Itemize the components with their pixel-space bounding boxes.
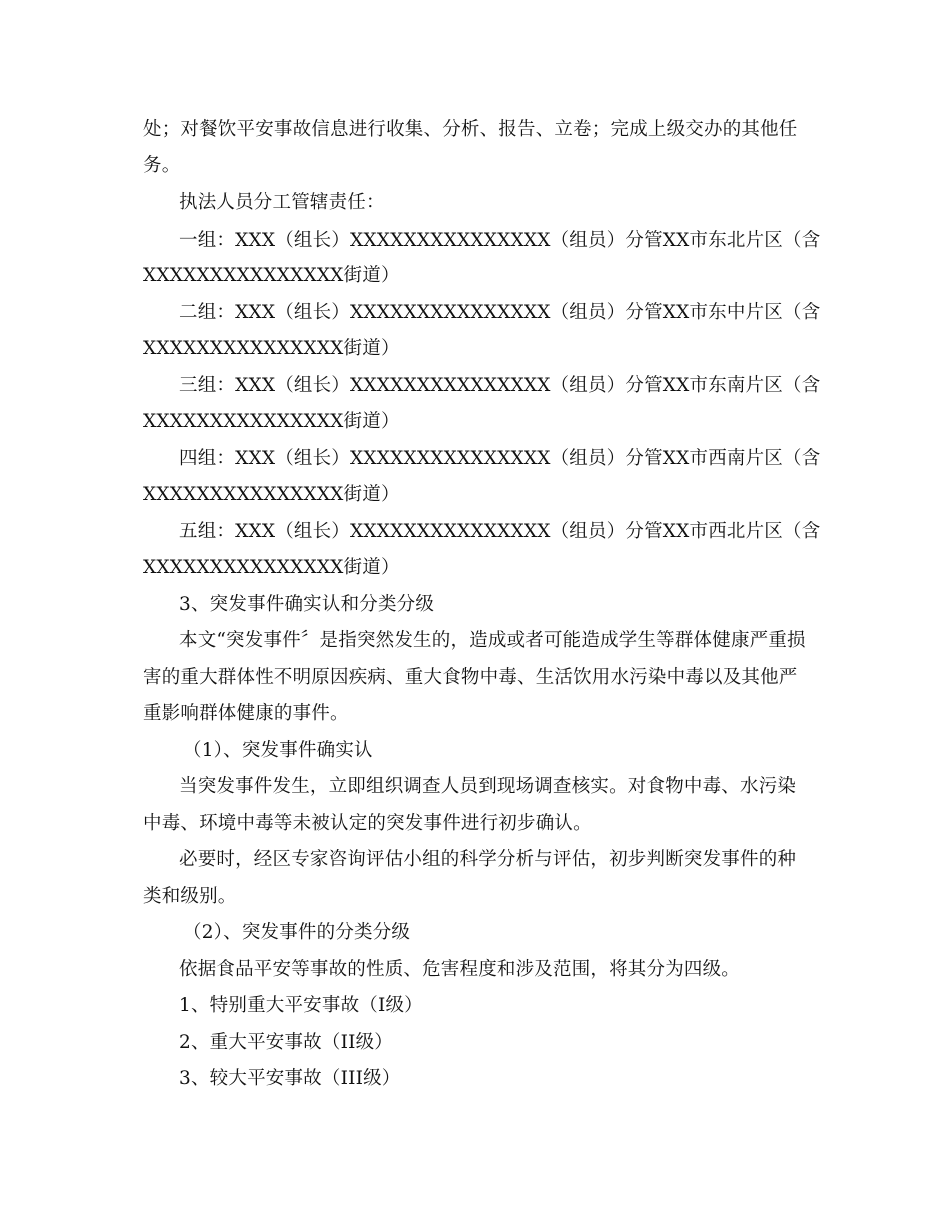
subsection-heading: （2）、突发事件的分类分级 [183, 922, 411, 943]
list-item: 2、重大平安事故（II级） [179, 1032, 393, 1053]
paragraph-line: 必要时，经区专家咨询评估小组的科学分析与评估，初步判断突发事件的种 [179, 849, 797, 870]
section-heading: 3、突发事件确实认和分类分级 [179, 594, 435, 615]
paragraph-line: 二组：XXX（组长）XXXXXXXXXXXXXXX（组员）分管XX市东中片区（含 [179, 302, 821, 323]
paragraph-line: XXXXXXXXXXXXXXX街道） [143, 265, 400, 286]
section-heading: 执法人员分工管辖责任： [179, 192, 385, 213]
paragraph-line: 类和级别。 [143, 886, 237, 907]
paragraph-line: XXXXXXXXXXXXXXX街道） [143, 411, 400, 432]
subsection-heading: （1）、突发事件确实认 [183, 740, 373, 761]
paragraph-line: 害的重大群体性不明原因疾病、重大食物中毒、生活饮用水污染中毒以及其他严 [143, 667, 798, 688]
paragraph-line: 重影响群体健康的事件。 [143, 703, 349, 724]
list-item: 3、较大平安事故（III级） [179, 1068, 401, 1089]
paragraph-line: 处；对餐饮平安事故信息进行收集、分析、报告、立卷；完成上级交办的其他任 [143, 119, 798, 140]
paragraph-line: 务。 [143, 155, 181, 176]
paragraph-line: XXXXXXXXXXXXXXX街道） [143, 338, 400, 359]
paragraph-line: 一组：XXX（组长）XXXXXXXXXXXXXXX（组员）分管XX市东北片区（含 [179, 230, 821, 251]
paragraph-line: 当突发事件发生，立即组织调查人员到现场调查核实。对食物中毒、水污染 [179, 776, 797, 797]
paragraph-line: 中毒、环境中毒等未被认定的突发事件进行初步确认。 [143, 813, 592, 834]
paragraph-line: XXXXXXXXXXXXXXX街道） [143, 557, 400, 578]
paragraph-line: 五组：XXX（组长）XXXXXXXXXXXXXXX（组员）分管XX市西北片区（含 [179, 521, 821, 542]
paragraph-line: 三组：XXX（组长）XXXXXXXXXXXXXXX（组员）分管XX市东南片区（含 [179, 375, 821, 396]
paragraph-line: 本文“突发事件〞是指突然发生的，造成或者可能造成学生等群体健康严重损 [179, 630, 806, 651]
paragraph-line: 依据食品平安等事故的性质、危害程度和涉及范围，将其分为四级。 [179, 959, 741, 980]
paragraph-line: XXXXXXXXXXXXXXX街道） [143, 484, 400, 505]
paragraph-line: 四组：XXX（组长）XXXXXXXXXXXXXXX（组员）分管XX市西南片区（含 [179, 448, 821, 469]
list-item: 1、特别重大平安事故（I级） [179, 995, 423, 1016]
